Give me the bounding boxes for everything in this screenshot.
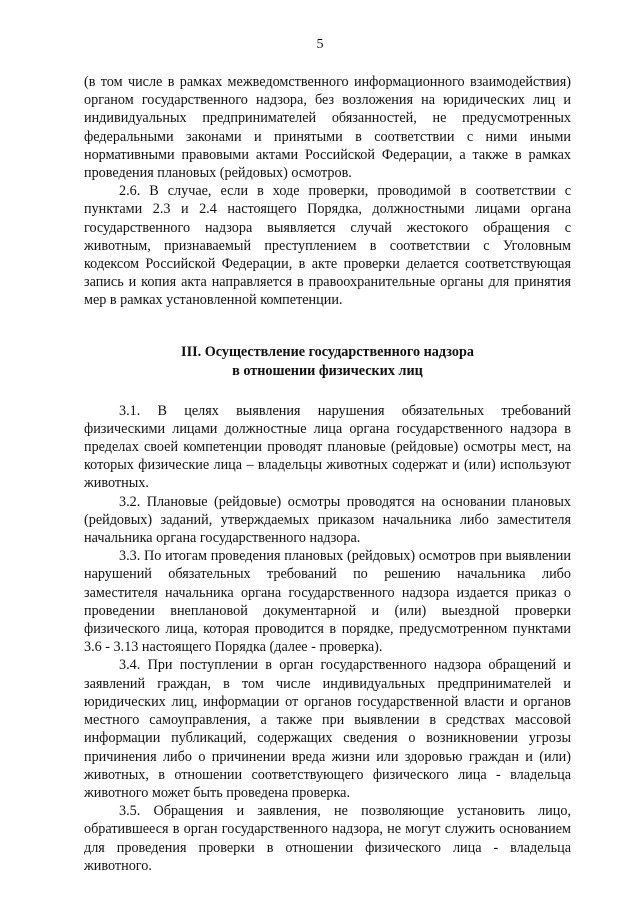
section-heading-line-1: III. Осуществление государственного надзора — [181, 343, 474, 360]
paragraph-3-3: 3.3. По итогам проведения плановых (рейдовых) осмотров при выявлении нарушений обязательных требований по решению начальника либо заместителя начальника органа государственного надзора издается приказ о проведении внеплановой документарной и (или) выездной проверки физического лица, которая проводится в порядке, предусмотренном пунктами 3.6 - 3.13 настоящего Порядка (далее - проверка). — [84, 548, 571, 656]
document-body — [84, 73, 571, 875]
paragraph-2-6: 2.6. В случае, если в ходе проверки, проводимой в соответствии с пунктами 2.3 и 2.4 настоящего Порядка, должностными лицами органа государственного надзора выявляется случай жестокого обращения с животным, признаваемый преступлением в соответствии с Уголовным кодексом Российской Федерации, в акте проверки делается соответствующая запись и копия акта направляется в правоохранительные органы для принятия мер в рамках установленной компетенции. — [84, 183, 571, 309]
page-number: 5 — [316, 37, 324, 52]
paragraph-continuation: (в том числе в рамках межведомственного информационного взаимодействия) органом государственного надзора, без возложения на юридических лиц и индивидуальных предпринимателей обязанностей, не предусмотренных федеральными законами и принятыми в соответствии с ними иными нормативными правовыми актами Российской Федерации, а также в рамках проведения плановых (рейдовых) осмотров. — [84, 74, 571, 182]
paragraph-3-5: 3.5. Обращения и заявления, не позволяющие установить лицо, обратившееся в орган государственного надзора, не могут служить основанием для проведения проверки в отношении физического лица - владельца животного. — [84, 803, 571, 874]
section-heading — [84, 343, 571, 381]
paragraph-3-4: 3.4. При поступлении в орган государственного надзора обращений и заявлений граждан, в том числе индивидуальных предпринимателей и юридических лиц, информации от органов государственной власти и органов местного самоуправления, а также при выявлении в средствах массовой информации публикаций, содержащих сведения о возникновении угрозы причинения либо о причинении вреда жизни или здоровью граждан и (или) животных, в отношении соответствующего физического лица - владельца животного может быть проведена проверка. — [84, 657, 571, 801]
paragraph-3-1: 3.1. В целях выявления нарушения обязательных требований физическими лицами должностные лица органа государственного надзора в пределах своей компетенции проводят плановые (рейдовые) осмотры мест, на которых физические лица – владельцы животных содержат и (или) используют животных. — [84, 402, 571, 492]
paragraph-3-2: 3.2. Плановые (рейдовые) осмотры проводятся на основании плановых (рейдовых) заданий, утверждаемых приказом начальника либо заместителя начальника органа государственного надзора. — [84, 493, 571, 547]
section-heading-line-2: в отношении физических лиц — [232, 362, 423, 379]
